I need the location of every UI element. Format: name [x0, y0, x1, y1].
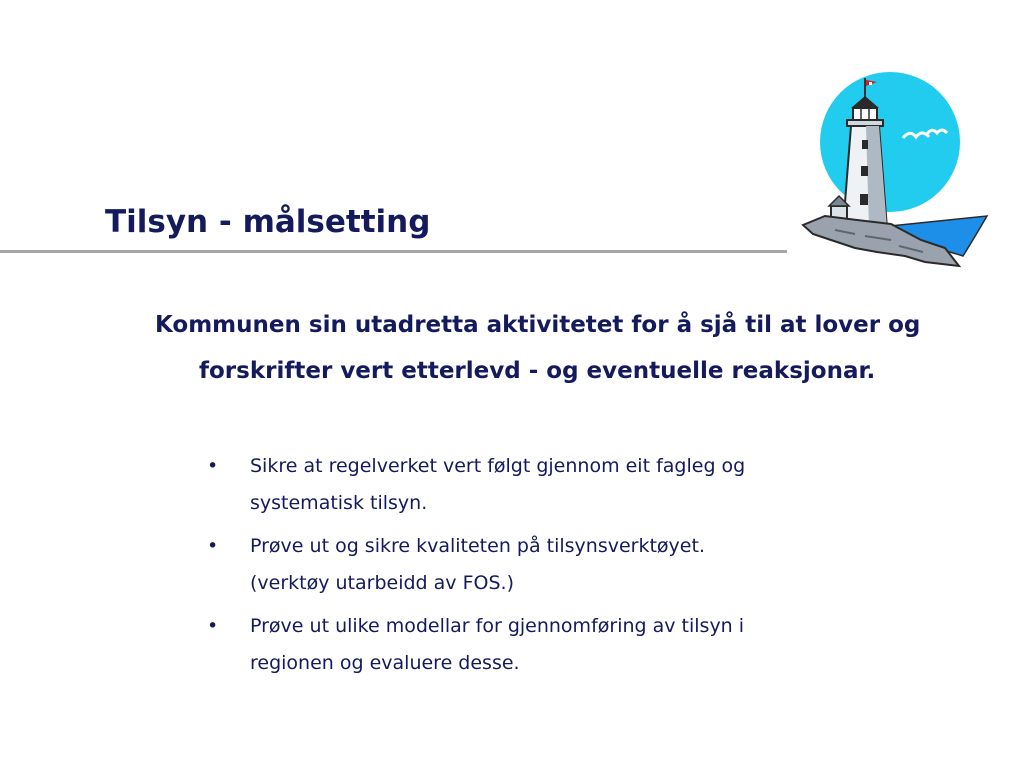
title-divider: [0, 250, 787, 253]
bullet-line: Prøve ut ulike modellar for gjennomføring av tilsyn i: [250, 615, 745, 637]
bullet-icon: •: [207, 455, 219, 477]
lead-paragraph: Kommunen sin utadretta aktivitetet for å sjå til at lover og forskrifter vert etterlevd - og eventuelle reaksjonar.: [155, 312, 921, 384]
bullet-line: regionen og evaluere desse.: [250, 652, 520, 674]
slide-title: Tilsyn - målsetting: [105, 204, 431, 240]
bullet-line: systematisk tilsyn.: [250, 492, 428, 514]
bullet-list: [205, 448, 865, 688]
bullet-item: [205, 528, 865, 602]
lighthouse-icon: [795, 70, 995, 275]
bullet-icon: •: [207, 615, 219, 637]
bullet-line: Sikre at regelverket vert følgt gjennom eit fagleg og: [250, 455, 746, 477]
bullet-item: [205, 608, 865, 682]
bullet-line: (verktøy utarbeidd av FOS.): [250, 572, 514, 594]
bullet-item: [205, 448, 865, 522]
bullet-line: Prøve ut og sikre kvaliteten på tilsynsverktøyet.: [250, 535, 705, 557]
bullet-icon: •: [207, 535, 219, 557]
